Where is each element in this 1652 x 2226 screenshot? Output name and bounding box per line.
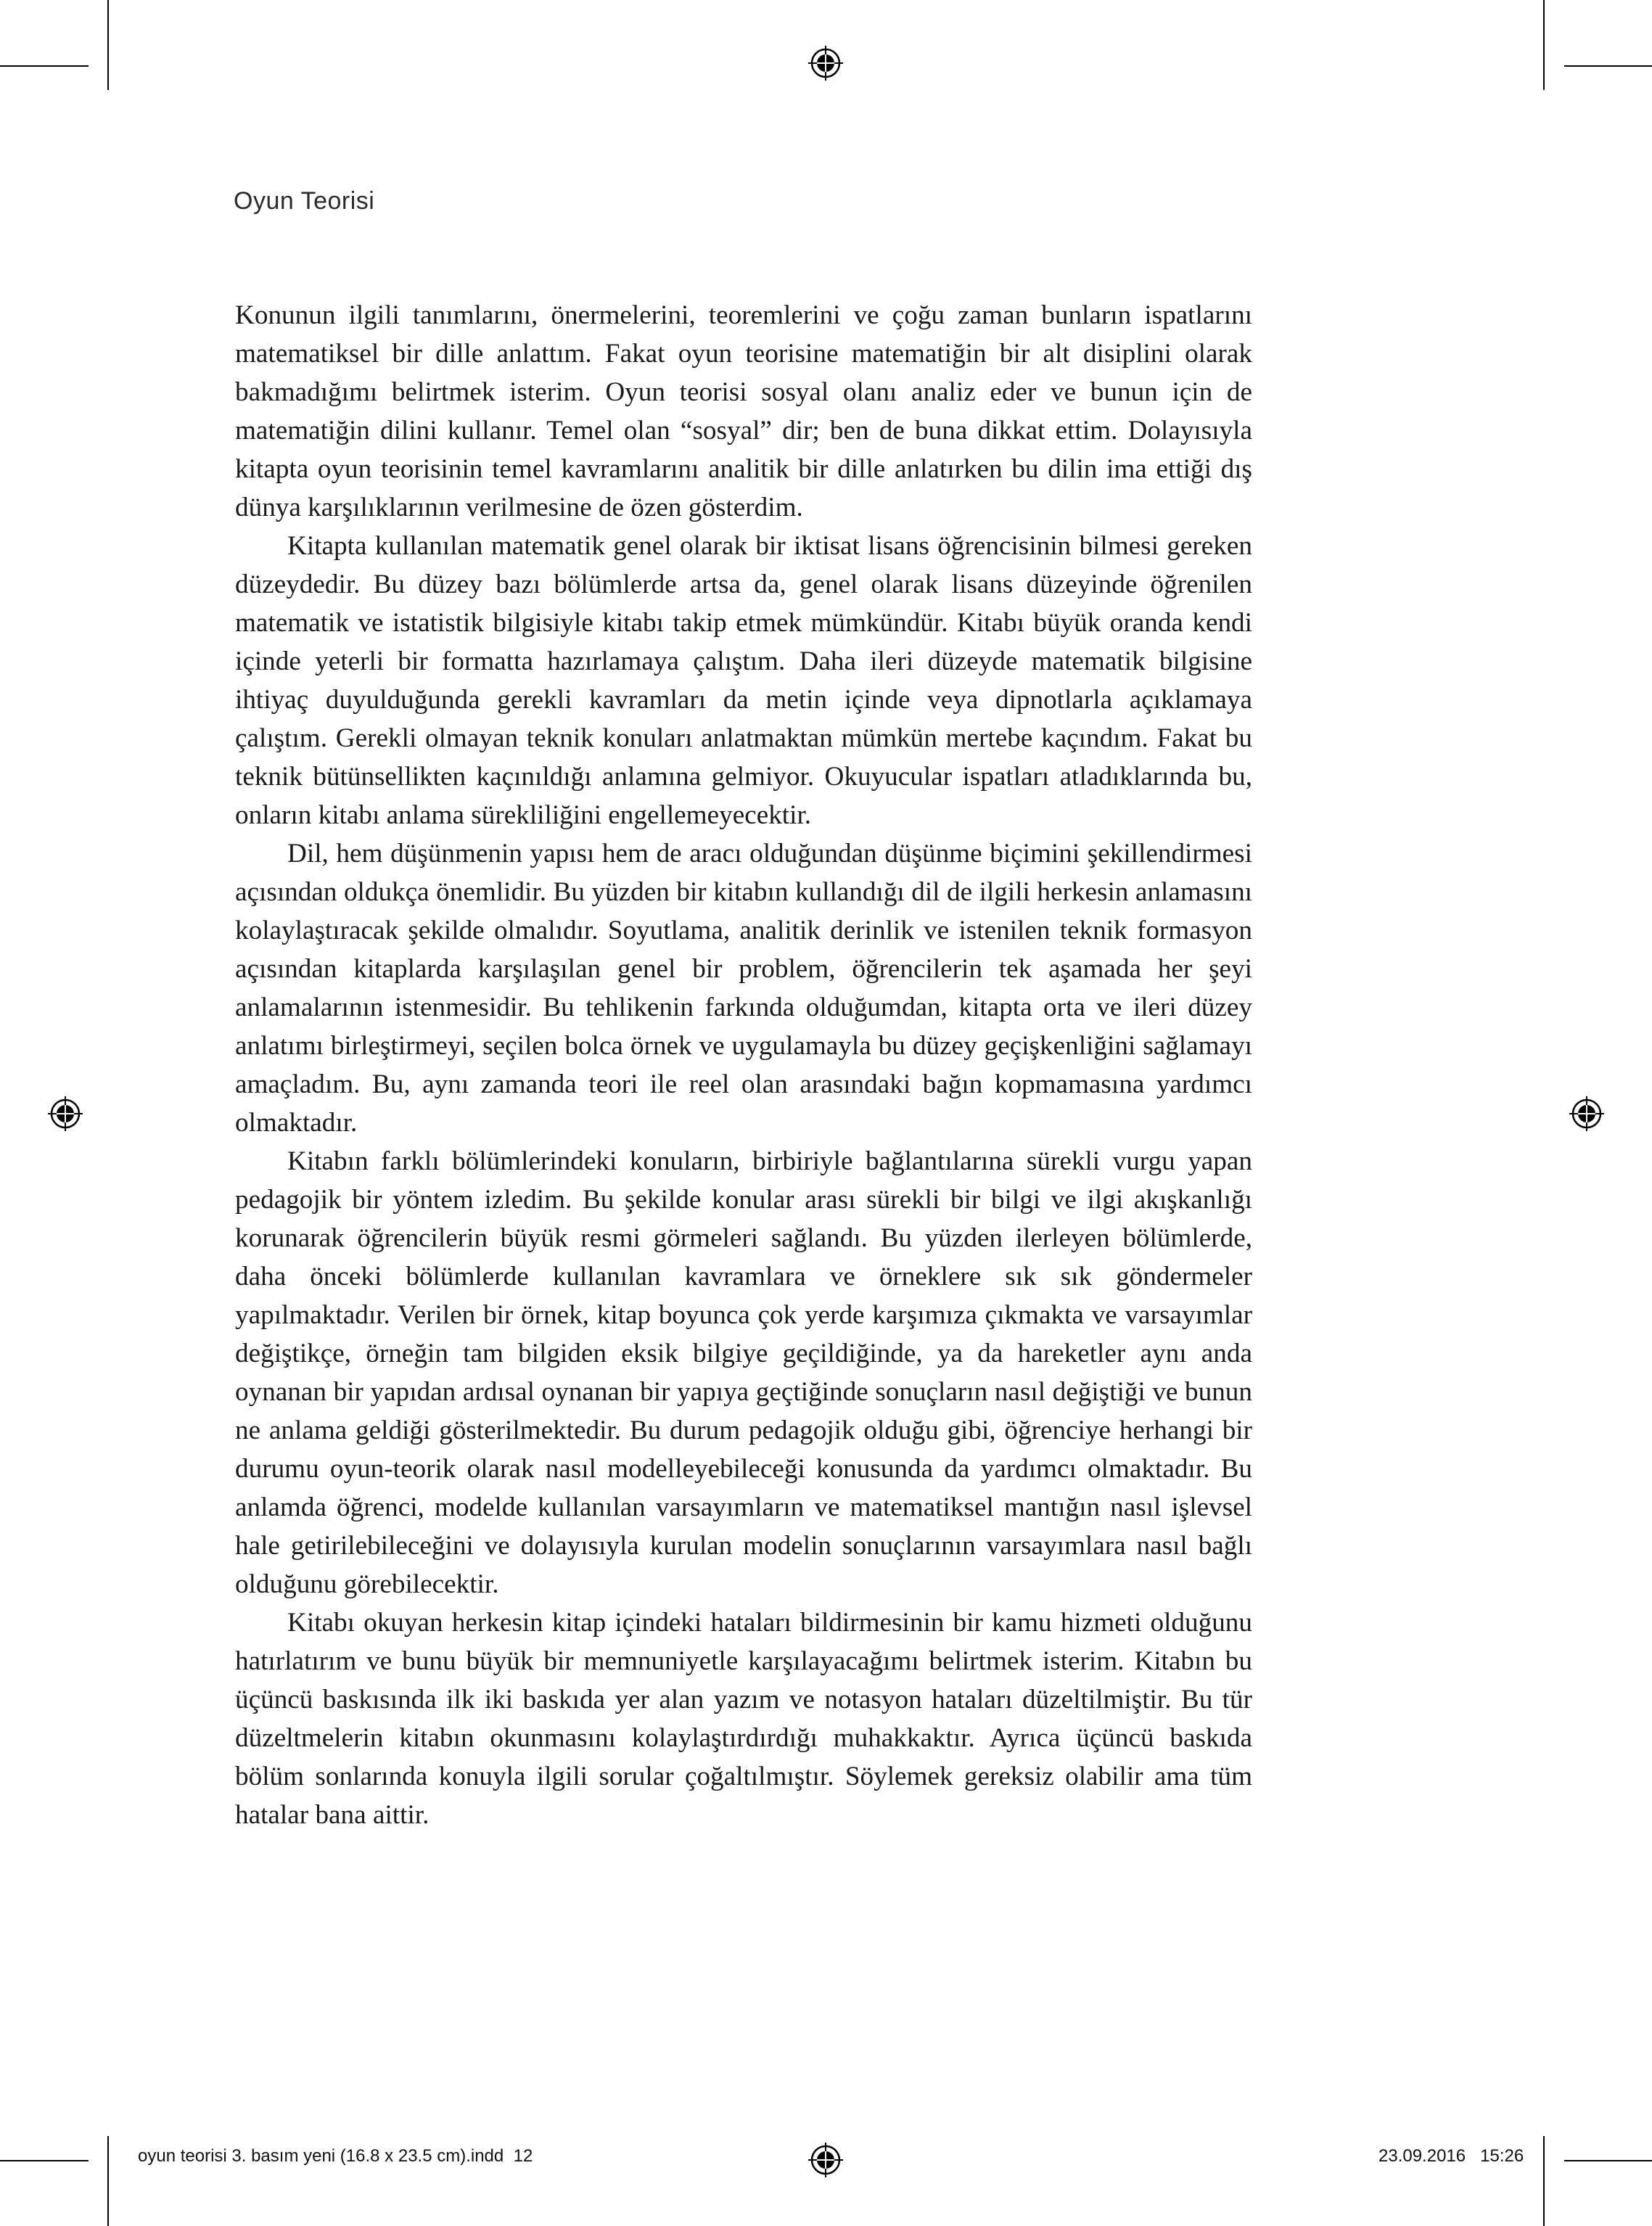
slug-page-number: 12	[513, 2146, 533, 2166]
paragraph: Kitabı okuyan herkesin kitap içindeki hataları bildirmesinin bir kamu hizmeti olduğunu hatırlatırım ve bunu büyük bir memnuniyetle karşılayacağımı belirtmek isterim. Kitabın bu üçüncü baskısında ilk iki baskıda yer alan yazım ve notasyon hataları düzeltilmiştir. Bu tür düzeltmelerin kitabın okunmasını kolaylaştırdırdığı muhakkaktır. Ayrıca üçüncü baskıda bölüm sonlarında konuyla ilgili sorular çoğaltılmıştır. Söylemek gereksiz olabilir ama tüm hatalar bana aittir.	[235, 1608, 1252, 1830]
crop-mark-bottom-left-v	[107, 2136, 109, 2226]
crop-mark-top-left-h	[0, 65, 89, 67]
crop-mark-top-right-v	[1543, 0, 1545, 90]
paragraph: Konunun ilgili tanımlarını, önermelerini, teoremlerini ve çoğu zaman bunların ispatlarını matematiksel bir dille anlattım. Fakat oyun teorisine matematiğin bir alt disiplini olarak bakmadığımı belirtmek isterim. Oyun teorisi sosyal olanı analiz eder ve bunun için de matematiğin dilini kullanır. Temel olan “sosyal” dir; ben de buna dikkat ettim. Dolayısıyla kitapta oyun teorisinin temel kavramlarını analitik bir dille anlatırken bu dilin ima ettiği dış dünya karşılıklarının verilmesine de özen gösterdim.	[235, 300, 1252, 522]
registration-mark-icon	[807, 45, 844, 81]
paragraph: Dil, hem düşünmenin yapısı hem de aracı olduğundan düşünme biçimini şekillendirmesi açısından oldukça önemlidir. Bu yüzden bir kitabın kullandığı dil de ilgili herkesin anlamasını kolaylaştıracak şekilde olmalıdır. Soyutlama, analitik derinlik ve istenilen teknik formasyon açısından kitaplarda karşılaşılan genel bir problem, öğrencilerin tek aşamada her şeyi anlamalarının istenmesidir. Bu tehlikenin farkında olduğumdan, kitapta orta ve ileri düzey anlatımı birleştirmeyi, seçilen bolca örnek ve uygulamayla bu düzey geçişkenliğini sağlamayı amaçladım. Bu, aynı zamanda teori ile reel olan arasındaki bağın kopmamasına yardımcı olmaktadır.	[235, 839, 1252, 1138]
paragraph: Kitapta kullanılan matematik genel olarak bir iktisat lisans öğrencisinin bilmesi gereken düzeydedir. Bu düzey bazı bölümlerde artsa da, genel olarak lisans düzeyinde öğrenilen matematik ve istatistik bilgisiyle kitabı takip etmek mümkündür. Kitabı büyük oranda kendi içinde yeterli bir formatta hazırlamaya çalıştım. Daha ileri düzeyde matematik bilgisine ihtiyaç duyulduğunda gerekli kavramları da metin içinde veya dipnotlarla açıklamaya çalıştım. Gerekli olmayan teknik konuları anlatmaktan mümkün mertebe kaçındım. Fakat bu teknik bütünsellikten kaçınıldığı anlamına gelmiyor. Okuyucular ispatları atladıklarında bu, onların kitabı anlama sürekliliğini engellemeyecektir.	[235, 531, 1252, 830]
crop-mark-top-right-h	[1564, 65, 1652, 67]
registration-mark-icon	[807, 2142, 844, 2178]
crop-mark-bottom-left-h	[0, 2160, 89, 2161]
slug-date: 23.09.2016	[1378, 2146, 1466, 2166]
crop-mark-bottom-right-v	[1543, 2136, 1545, 2226]
running-head: Oyun Teorisi	[234, 187, 375, 215]
registration-mark-icon	[1569, 1096, 1605, 1132]
paragraph: Kitabın farklı bölümlerindeki konuların, birbiriyle bağlantılarına sürekli vurgu yapan pedagojik bir yöntem izledim. Bu şekilde konular arası sürekli bir bilgi ve ilgi akışkanlığı korunarak öğrencilerin büyük resmi görmeleri sağlandı. Bu yüzden ilerleyen bölümlerde, daha önceki bölümlerde kullanılan kavramlara ve örneklere sık sık göndermeler yapılmaktadır. Verilen bir örnek, kitap boyunca çok yerde karşımıza çıkmakta ve varsayımlar değiştikçe, örneğin tam bilgiden eksik bilgiye geçildiğinde, ya da hareketler aynı anda oynanan bir yapıdan ardısal oynanan bir yapıya geçtiğinde sonuçların nasıl değiştiği ve bunun ne anlama geldiği gösterilmektedir. Bu durum pedagojik olduğu gibi, öğrenciye herhangi bir durumu oyun-teorik olarak nasıl modelleyebileceği konusunda da yardımcı olmaktadır. Bu anlamda öğrenci, modelde kullanılan varsayımların ve matematiksel mantığın nasıl işlevsel hale getirilebileceğini ve dolayısıyla kurulan modelin sonuçlarının varsayımlara nasıl bağlı olduğunu görebilecektir.	[235, 1146, 1252, 1599]
slug-datetime	[1378, 2146, 1524, 2167]
slug-filename: oyun teorisi 3. basım yeni (16.8 x 23.5 cm).indd	[138, 2146, 504, 2166]
slug-filename-line	[138, 2146, 533, 2167]
crop-mark-bottom-right-h	[1564, 2160, 1652, 2161]
slug-time: 15:26	[1480, 2146, 1524, 2166]
registration-mark-icon	[47, 1096, 83, 1132]
crop-mark-top-left-v	[107, 0, 109, 90]
body-text	[235, 296, 1252, 1834]
